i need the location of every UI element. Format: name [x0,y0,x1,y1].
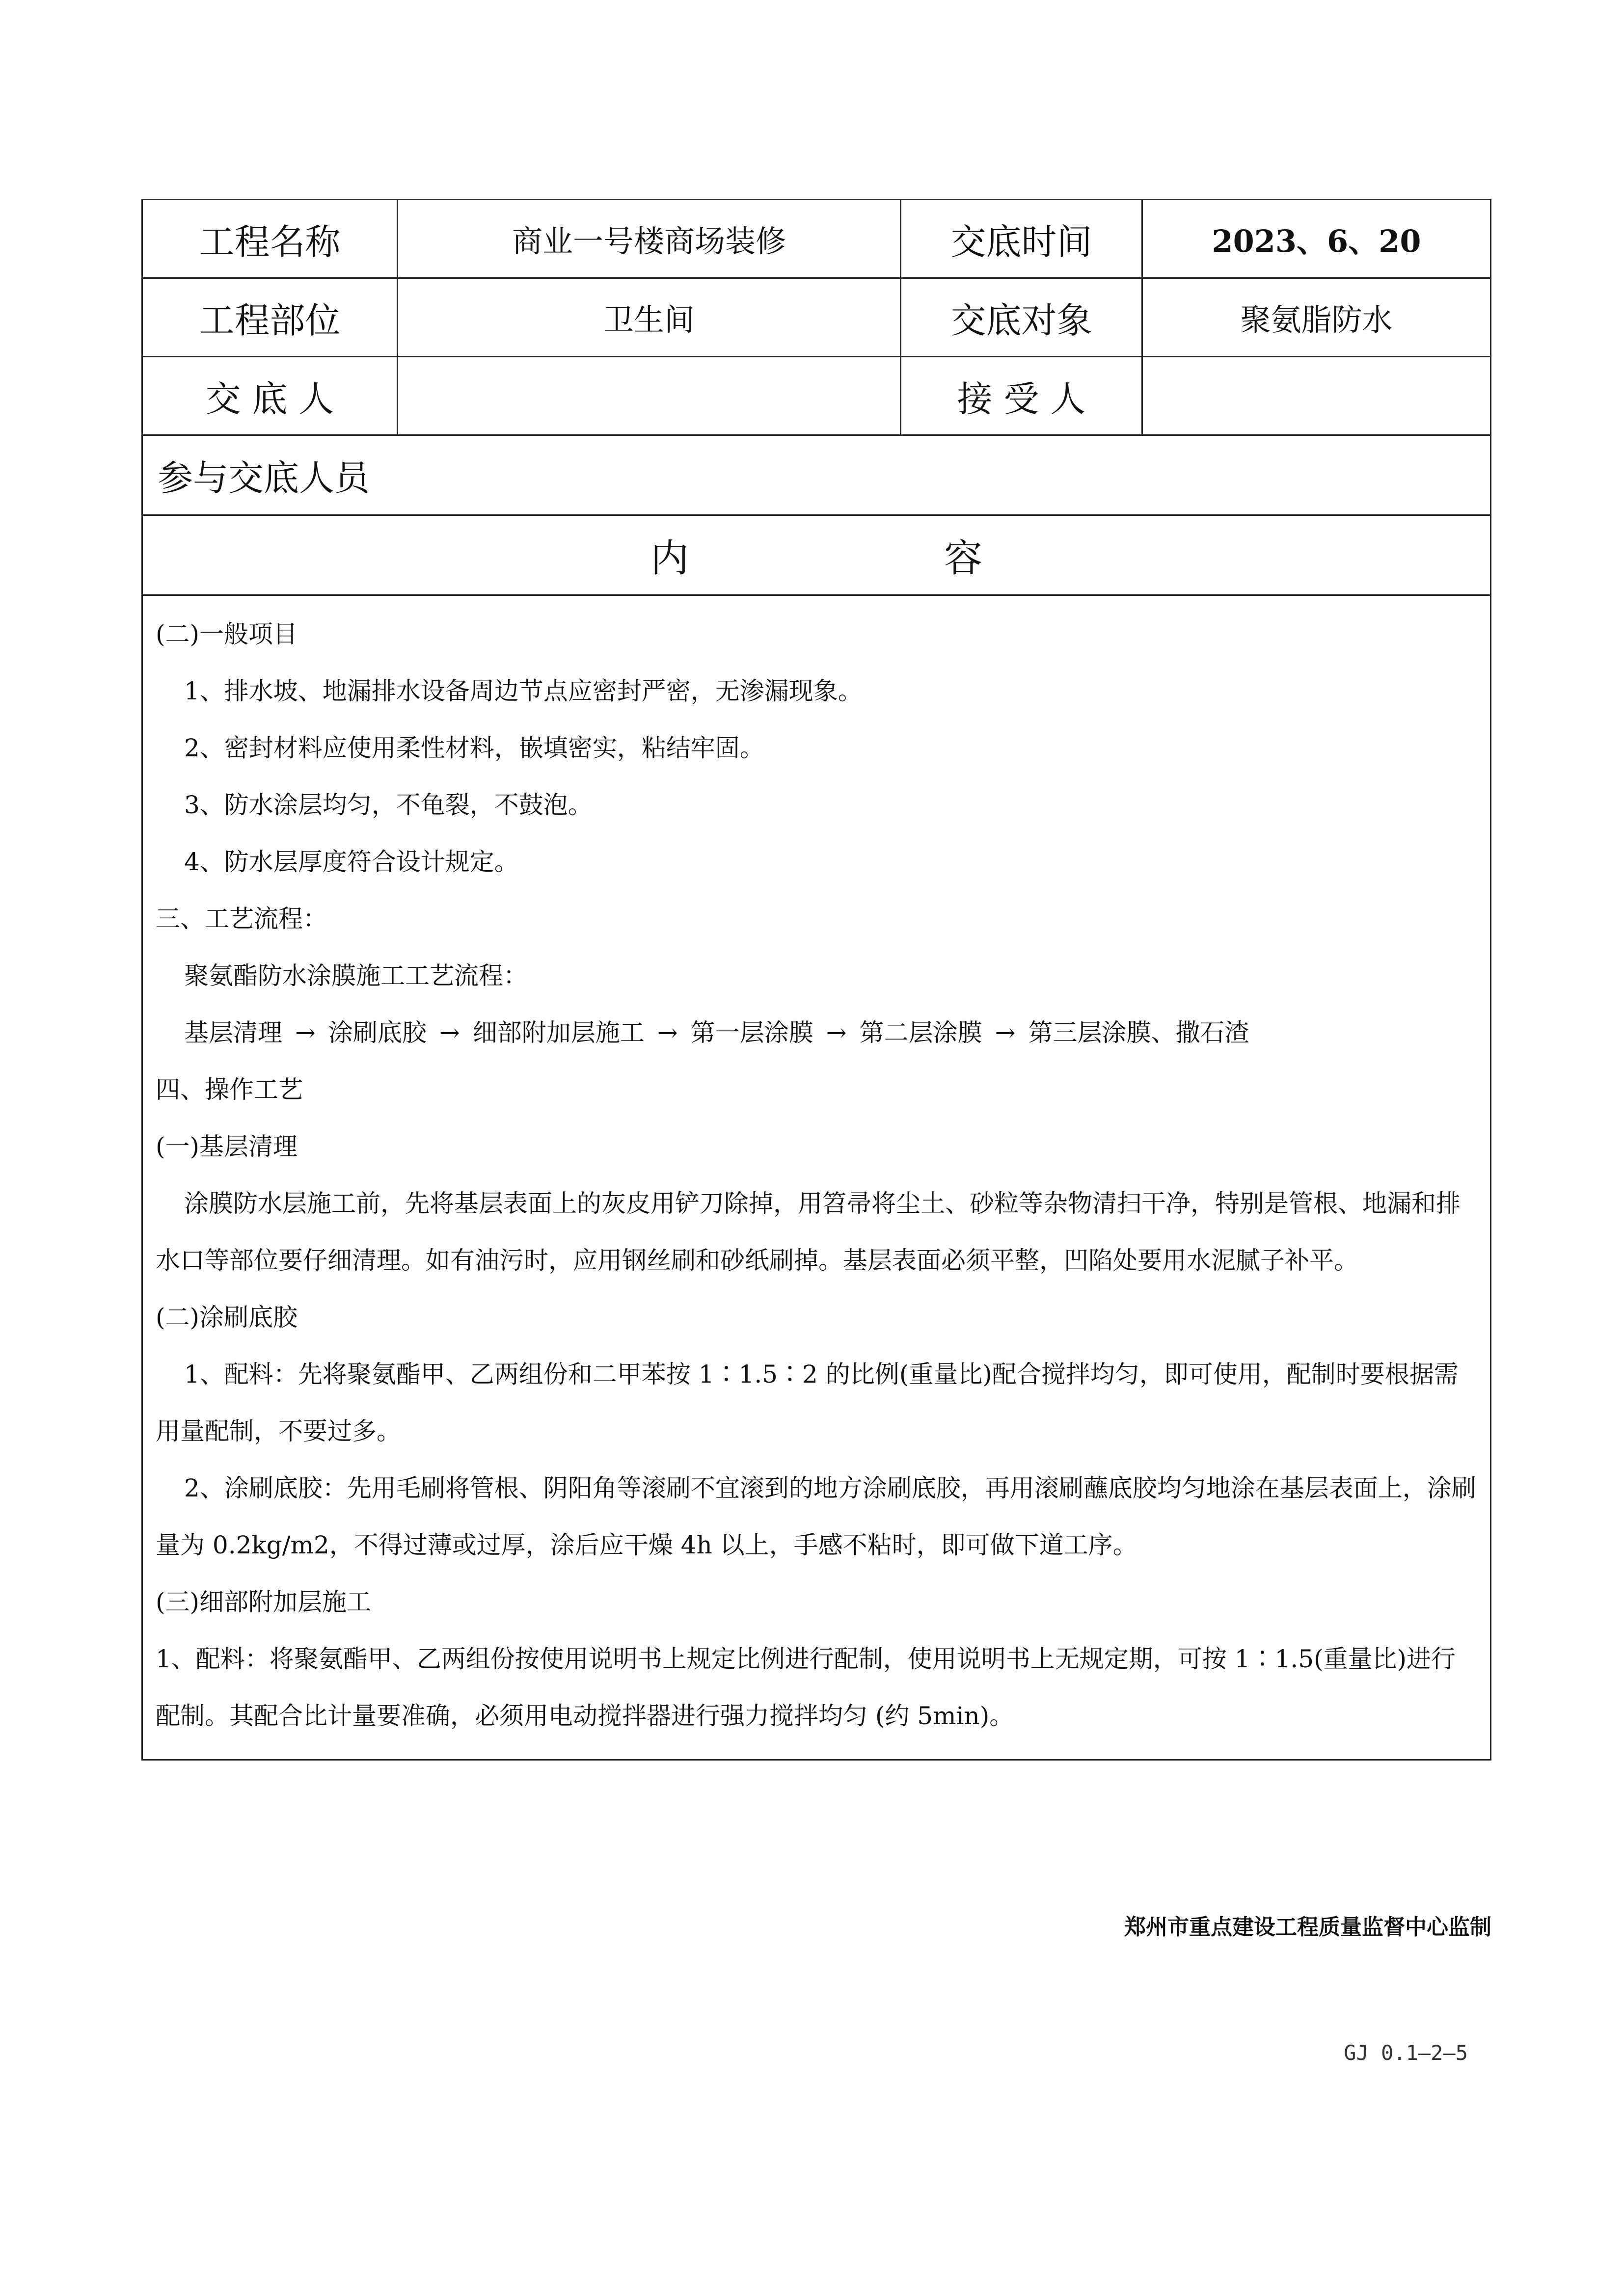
project-name-value: 商业一号楼商场装修 [398,200,901,277]
row-part [143,279,1490,357]
row-people [143,357,1490,436]
receiver-value [1143,357,1490,434]
section-heading: 三、工艺流程： [156,905,327,933]
receiver-label: 接 受 人 [901,357,1143,434]
row-participants [143,436,1490,516]
paragraph: 2、涂刷底胶：先用毛刷将管根、阴阳角等滚刷不宜滚到的地方涂刷底胶，再用滚刷蘸底胶均匀地涂在基层表面上，涂刷量为 0.2kg/m2，不得过薄或过厚，涂后应干燥 4h 以上，手感不粘时，即可做下道工序。 [156,1474,1476,1559]
subsection-heading: (二)涂刷底胶 [156,1303,298,1332]
arrow-icon: → [995,1018,1016,1047]
target-value: 聚氨脂防水 [1240,302,1393,338]
supervisor-note: 郑州市重点建设工程质量监督中心监制 [1124,1915,1491,1940]
section-heading: 四、操作工艺 [156,1075,303,1104]
arrow-icon: → [657,1018,678,1047]
part-label: 工程部位 [143,279,398,356]
subsection-heading: (三)细部附加层施工 [156,1588,372,1616]
flow-step: 第二层涂膜 [859,1018,982,1047]
flow-step: 细部附加层施工 [472,1018,645,1047]
giver-value [398,357,901,434]
subsection-heading: (一)基层清理 [156,1132,298,1161]
flow-step: 涂刷底胶 [328,1018,427,1047]
paragraph: 1、配料：将聚氨酯甲、乙两组份按使用说明书上规定比例进行配制，使用说明书上无规定期，可按 1∶1.5(重量比)进行配制。其配合比计量要准确，必须用电动搅拌器进行强力搅拌均匀 (约 5min)。 [156,1645,1456,1730]
arrow-icon: → [439,1018,460,1047]
flow-step: 第三层涂膜、撒石渣 [1028,1018,1249,1047]
disclosure-form [141,199,1491,1761]
participants-label: 参与交底人员 [158,457,370,499]
part-value: 卫生间 [398,279,901,356]
process-flow [156,1004,1480,1061]
content-body [143,596,1490,1759]
list-item: 1、排水坡、地漏排水设备周边节点应密封严密，无渗漏现象。 [184,677,863,705]
flow-intro: 聚氨酯防水涂膜施工工艺流程： [184,961,528,990]
form-code: GJ 0.1—2—5 [1344,2041,1468,2065]
date-label: 交底时间 [901,200,1143,277]
row-content-title [143,516,1490,596]
content-title: 内容 [650,536,1238,581]
list-item: 3、防水涂层均匀，不龟裂，不鼓泡。 [184,791,593,819]
flow-step: 基层清理 [184,1018,282,1047]
target-label: 交底对象 [901,279,1143,356]
list-item: 4、防水层厚度符合设计规定。 [184,848,519,876]
giver-label: 交 底 人 [143,357,398,434]
flow-step: 第一层涂膜 [690,1018,813,1047]
section-heading: (二)一般项目 [156,620,298,648]
arrow-icon: → [295,1018,316,1047]
project-name-label: 工程名称 [143,200,398,277]
paragraph: 涂膜防水层施工前，先将基层表面上的灰皮用铲刀除掉，用笤帚将尘土、砂粒等杂物清扫干净，特别是管根、地漏和排水口等部位要仔细清理。如有油污时，应用钢丝刷和砂纸刷掉。基层表面必须平整，凹陷处要用水泥腻子补平。 [156,1189,1461,1275]
date-value: 2023、6、20 [1212,223,1421,259]
arrow-icon: → [826,1018,847,1047]
list-item: 2、密封材料应使用柔性材料，嵌填密实，粘结牢固。 [184,734,764,762]
row-project [143,200,1490,279]
paragraph: 1、配料：先将聚氨酯甲、乙两组份和二甲苯按 1∶1.5∶2 的比例(重量比)配合搅拌均匀，即可使用，配制时要根据需用量配制，不要过多。 [156,1360,1459,1445]
